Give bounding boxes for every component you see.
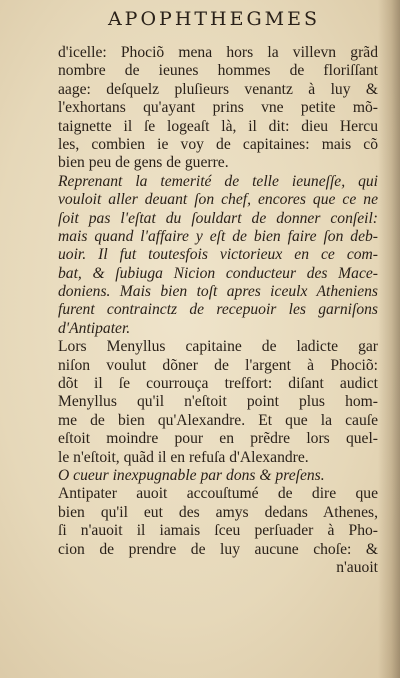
text-line: bien qu'il eut des amys dedans Athenes, — [58, 503, 378, 521]
text-line: Lors Menyllus capitaine de ladicte gar — [58, 338, 378, 356]
text-line: uoir. Il fut toutesfois victorieux en ce com- — [58, 246, 378, 264]
page-gutter-shadow — [378, 0, 400, 678]
text-line: furent contrainctz de recepuoir les garniſons — [58, 301, 378, 319]
text-line: me de bien qu'Alexandre. Et que la cauſe — [58, 411, 378, 429]
text-line: bat, & ſubiuga Nicion conducteur des Mace- — [58, 264, 378, 282]
text-line: d'icelle: Phociõ mena hors la villevn grãd — [58, 44, 378, 61]
text-line: Antipater auoit accouſtumé de dire que — [58, 485, 378, 503]
text-line: Reprenant la temerité de telle ieuneſſe, qui — [58, 172, 378, 190]
body-text — [58, 44, 378, 577]
text-line: niſon voulut dõner de l'argent à Phociõ: — [58, 356, 378, 374]
text-line: vouloit aller deuant ſon chef, encores que ce ne — [58, 191, 378, 209]
text-line: dõt il ſe courrouça treſfort: diſant audict — [58, 375, 378, 393]
text-line: ſi n'auoit il iamais ſceu perſuader à Pho- — [58, 522, 378, 540]
text-line: aage: deſquelz pluſieurs venantz à luy & — [58, 80, 378, 98]
text-line: nombre de ieunes hommes de floriſſant — [58, 62, 378, 80]
text-line: Menyllus qu'il n'eſtoit point plus hom- — [58, 393, 378, 411]
text-line: bien peu de gens de guerre. — [58, 154, 229, 172]
text-line: l'exhortans qu'ayant prins vne petite mõ- — [58, 99, 378, 117]
text-line: le n'eſtoit, quãd il en refuſa d'Alexandre. — [58, 448, 309, 466]
text-line: eſtoit moindre pour en prẽdre lors quel- — [58, 430, 378, 448]
text-line: doniens. Mais bien toſt apres iceulx Atheniens — [58, 283, 378, 301]
text-line: ſoit pas l'eſtat du ſouldart de donner conſeil: — [58, 209, 378, 227]
catchword: n'auoit — [336, 558, 378, 576]
text-line: les, combien ie voy de capitaines: mais cõ — [58, 135, 378, 153]
text-line: O cueur inexpugnable par dons & preſens. — [58, 466, 325, 484]
text-line: d'Antipater. — [58, 319, 131, 337]
running-head: APOPHTHEGMES — [107, 8, 321, 30]
text-line: taignette il ſe logeaſt là, il dit: dieu Hercu — [58, 117, 378, 135]
text-line: mais quand l'affaire y eſt de bien faire ſon deb- — [58, 227, 378, 245]
text-line: cion de prendre de luy aucune choſe: & — [58, 540, 378, 558]
